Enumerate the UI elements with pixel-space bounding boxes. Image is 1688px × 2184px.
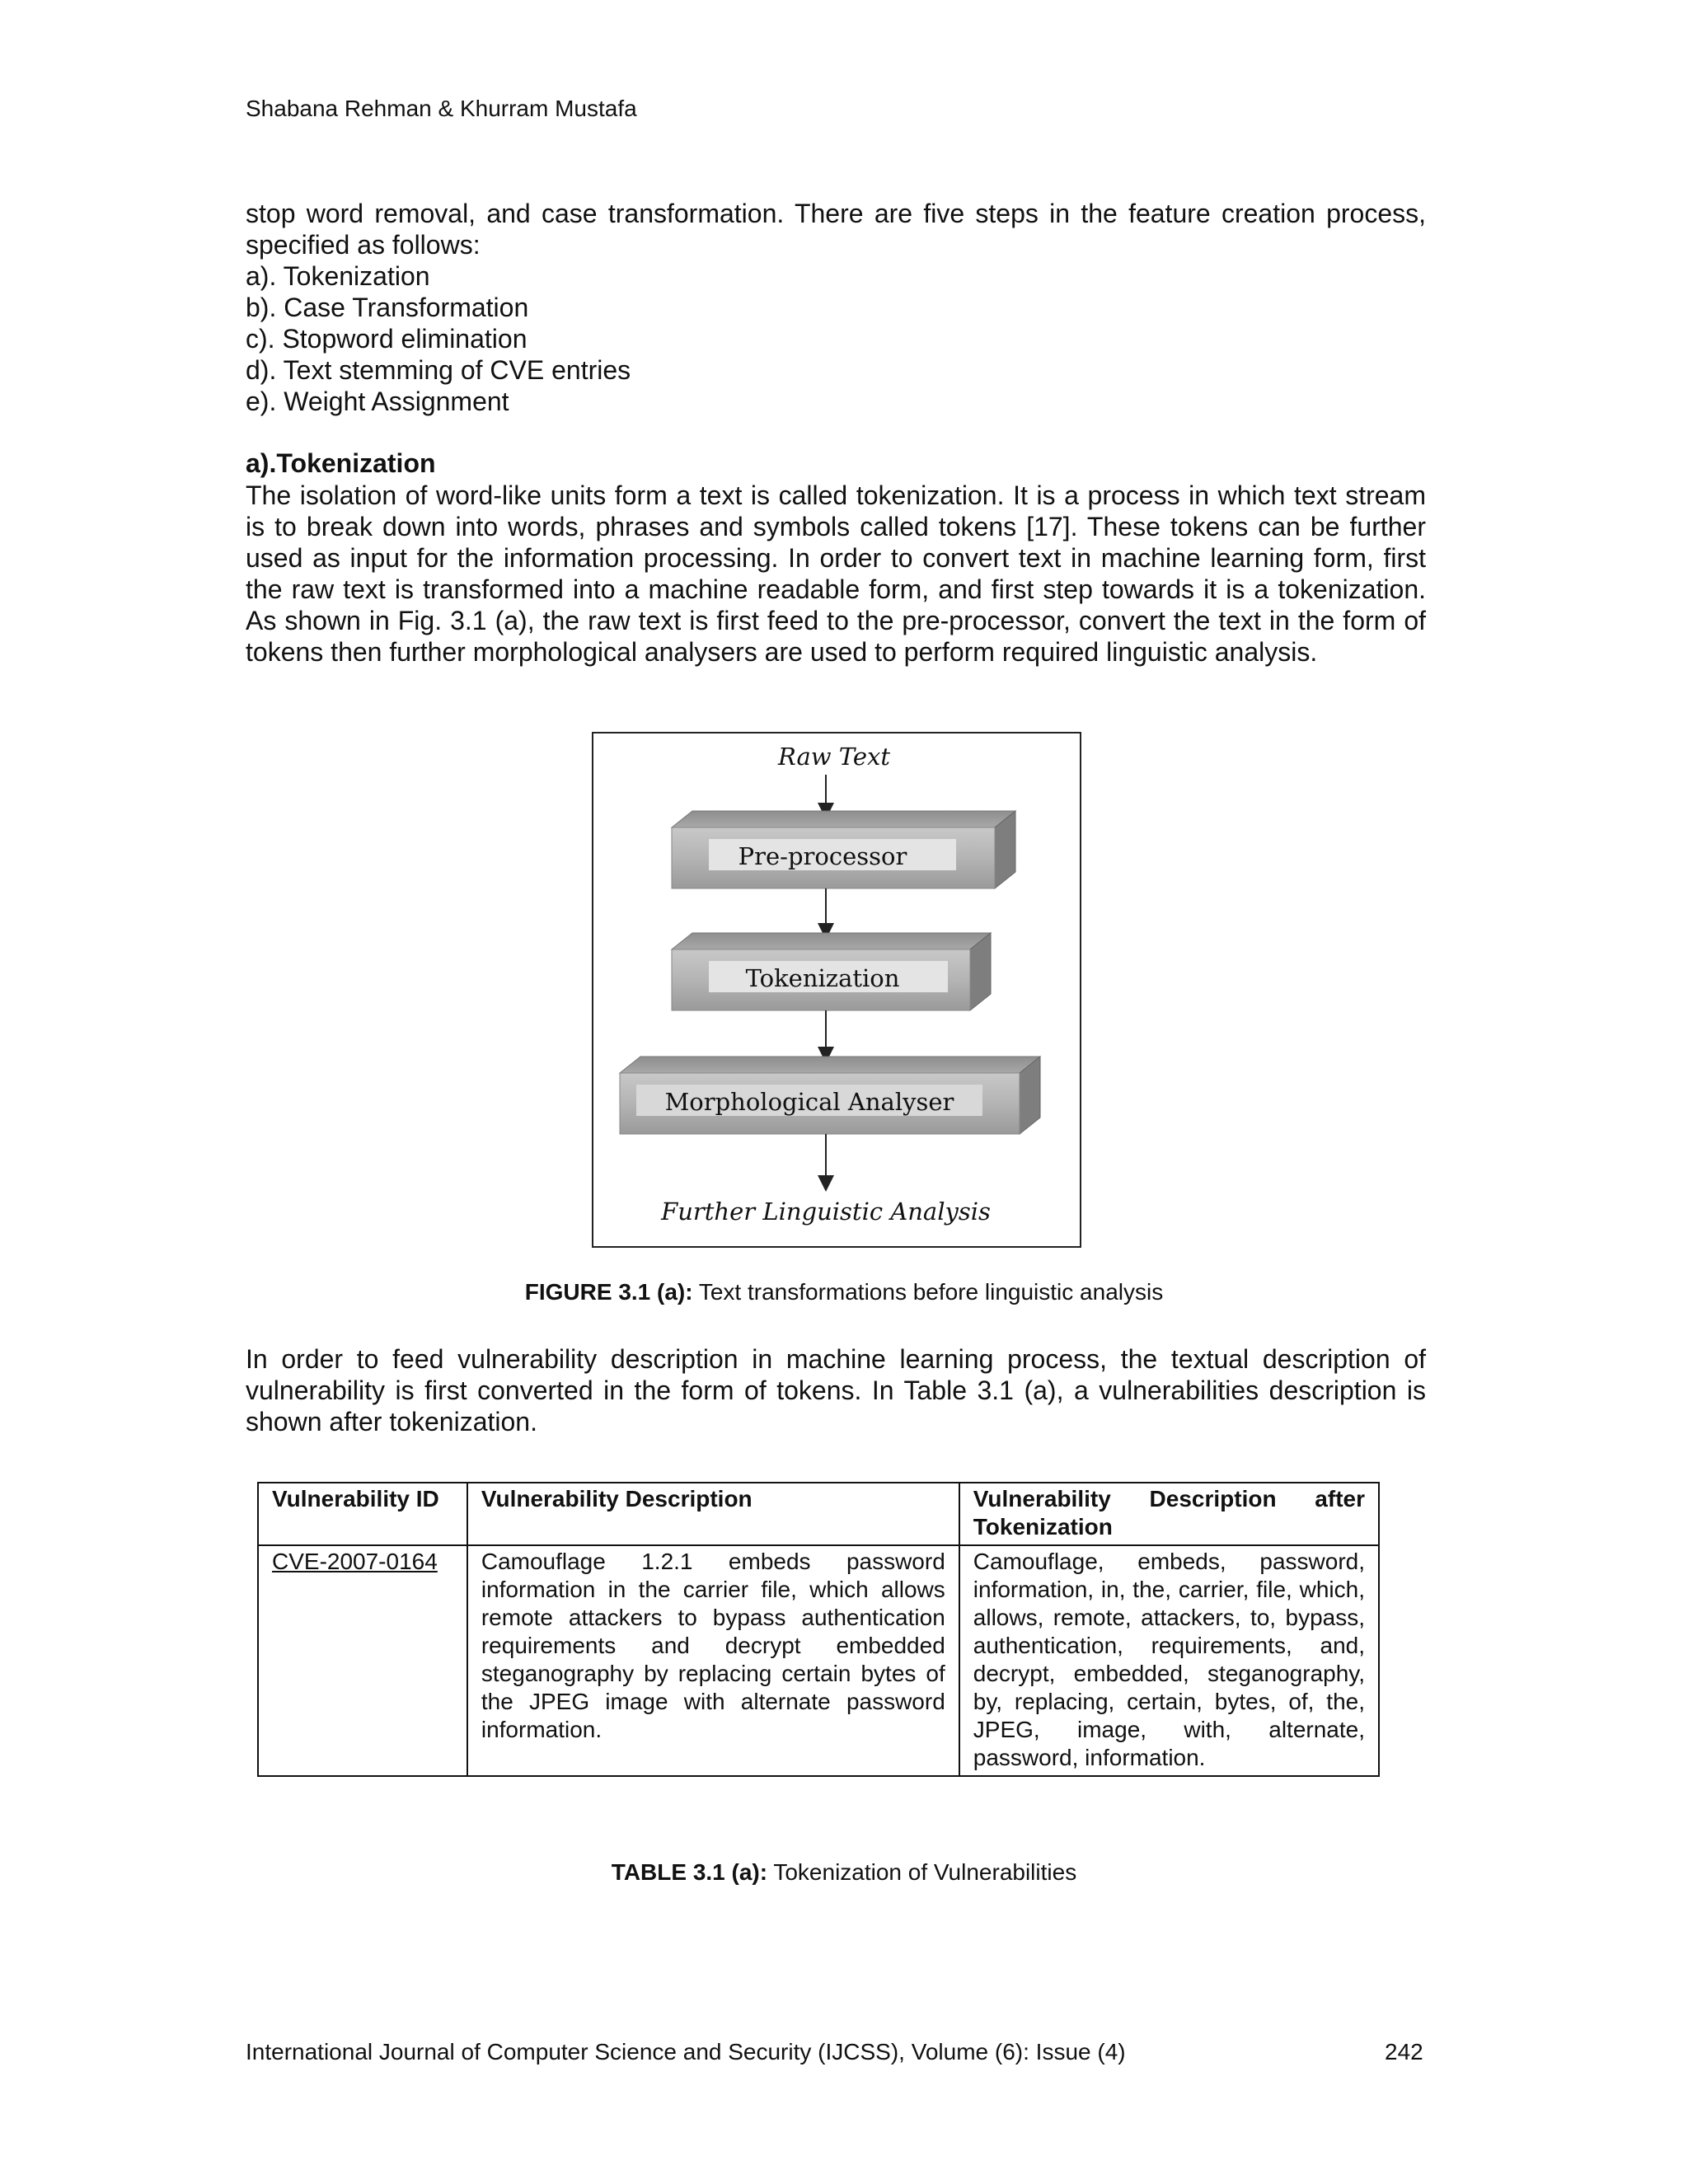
list-item: b). Case Transformation xyxy=(246,293,529,322)
table-cell-id xyxy=(258,1545,467,1776)
stage-label: Tokenization xyxy=(745,964,900,992)
stage-box-morphological-analyser xyxy=(620,1057,1040,1134)
column-header: Vulnerability ID xyxy=(258,1483,467,1545)
stage-box-preprocessor xyxy=(672,811,1015,888)
table-header-row xyxy=(258,1483,1379,1545)
running-head-authors: Shabana Rehman & Khurram Mustafa xyxy=(246,96,637,121)
column-header: Vulnerability Description xyxy=(467,1483,959,1545)
stage-label: Pre-processor xyxy=(738,842,907,870)
figure-caption-text: Text transformations before linguistic analysis xyxy=(692,1279,1164,1305)
tokenization-flow-diagram xyxy=(592,732,1081,1248)
section-heading: a).Tokenization xyxy=(246,448,436,478)
stage-label: Morphological Analyser xyxy=(664,1088,954,1116)
feature-steps-list xyxy=(246,260,631,417)
figure-caption xyxy=(0,1279,1688,1305)
footer-journal: International Journal of Computer Science and Security (IJCSS), Volume (6): Issue (4) xyxy=(246,2039,1126,2064)
table-caption xyxy=(0,1859,1688,1886)
diagram-input-label: Raw Text xyxy=(777,743,891,771)
diagram-output-label: Further Linguistic Analysis xyxy=(661,1197,991,1226)
figure-caption-label: FIGURE 3.1 (a): xyxy=(524,1279,693,1305)
tokenization-paragraph: The isolation of word-like units form a text is called tokenization. It is a process in which text stream is to break down into words, phrases and symbols called tokens [17]. These tokens can be further used as input for the information processing. In order to convert text in machine learning form, first the raw text is transformed into a machine readable form, and first step towards it is a tokenization. As shown in Fig. 3.1 (a), the raw text is first feed to the pre-processor, convert the text in the form of tokens then further morphological analysers are used to perform required linguistic analysis. xyxy=(246,480,1426,667)
table-intro-paragraph: In order to feed vulnerability description in machine learning process, the textual description of vulnerability is first converted in the form of tokens. In Table 3.1 (a), a vulnerabilities description is shown after tokenization. xyxy=(246,1344,1426,1436)
stage-box-tokenization xyxy=(672,933,991,1010)
table-cell-description: Camouflage 1.2.1 embeds password information in the carrier file, which allows remote attackers to bypass authentication requirements and decrypt embedded steganography by replacing certain bytes of the JPEG image with alternate password information. xyxy=(467,1545,959,1776)
page-number: 242 xyxy=(1385,2039,1423,2064)
table-row xyxy=(258,1545,1379,1776)
column-header: Vulnerability Description after Tokenization xyxy=(959,1483,1379,1545)
tokenization-table xyxy=(257,1482,1380,1777)
table-caption-text: Tokenization of Vulnerabilities xyxy=(767,1859,1077,1885)
intro-paragraph: stop word removal, and case transformation. There are five steps in the feature creation process, specified as follows: xyxy=(246,199,1426,260)
list-item: a). Tokenization xyxy=(246,261,430,291)
list-item: e). Weight Assignment xyxy=(246,387,509,416)
table-cell-tokenized: Camouflage, embeds, password, information, in, the, carrier, file, which, allows, remote, attackers, to, bypass, authentication, requirements, and, decrypt, embedded, steganography, by, replacing, certain, bytes, of, the, JPEG, image, with, alternate, password, information. xyxy=(959,1545,1379,1776)
cve-id-link[interactable]: CVE-2007-0164 xyxy=(272,1549,438,1574)
list-item: d). Text stemming of CVE entries xyxy=(246,355,631,385)
table-caption-label: TABLE 3.1 (a): xyxy=(611,1859,768,1885)
list-item: c). Stopword elimination xyxy=(246,324,528,354)
